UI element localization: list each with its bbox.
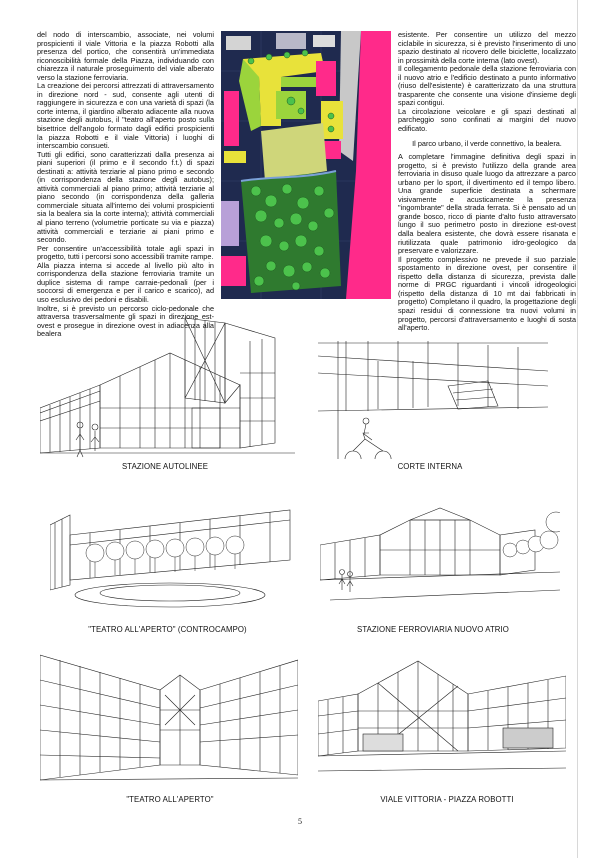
- caption-stazione-ferroviaria: STAZIONE FERROVIARIA NUOVO ATRIO: [357, 625, 509, 634]
- caption-corte-interna: CORTE INTERNA: [397, 462, 463, 471]
- right-text-column: [398, 31, 576, 333]
- section-heading: Il parco urbano, il verde connettivo, la bealera.: [412, 138, 562, 148]
- right-paragraph-5: Il progetto complessivo ne prevede il suo parziale spostamento in direzione ovest, per consentire il rispetto della distanza di sicurezza, prevista dalle norme di PRGC riguardanti i vincoli idrogeologici (rispetto della distanza di 10 mt dai fabbricati in progetto) Completano il quadro, la progettazione degli spazi residui di connessione tra nuovi volumi in progetto, percorsi d'attraversamento e luoghi di sosta all'aperto.: [398, 254, 576, 333]
- right-paragraph-4: A completare l'immagine definitiva degli spazi in progetto, si è previsto l'utilizzo della grande area ferroviaria in disuso quale luogo da attrezzare a parco urbano per lo sport, il divertimento ed il tempo libero. Una grande superficie destinata a schermare visivamente e acusticamente la presenza "ingombrante" della strada ferrata. Si è pensato ad un grande bosco, ricco di piante d'alto fusto attraversato lungo il suo perimetro posto in direzione est-ovest dalla bealera esistente, che dovrà essere risanata e riutilizzata quale patrimonio idro-geologico da preservare e valorizzare.: [398, 152, 576, 256]
- right-paragraph-3: La circolazione veicolare e gli spazi destinati al parcheggio sono confinati ai margini del nuovo edificato.: [398, 106, 576, 134]
- left-paragraph-5: Alla piazza interna si accede al livello più alto in corrispondenza della stazione ferroviaria tramite un duplice sistema di rampe carraie-pedonali (per i soccorsi di emergenza e per il carico e scarico), ad uso esclusivo dei pedoni e disabili.: [37, 260, 214, 304]
- figure-teatro: [40, 650, 298, 785]
- left-paragraph-1: del nodo di interscambio, associate, nei volumi prospicienti il viale Vittoria e la piazza Robotti alla presenza del portico, che consentirà un'immediata riconoscibilità formale della Piazza, individuando con chiarezza il naturale proseguimento del viale alberato verso la stazione ferroviaria.: [37, 30, 214, 82]
- figure-teatro-controcampo: [50, 505, 295, 610]
- figure-corte-interna: [318, 341, 548, 459]
- site-plan-render: [221, 31, 391, 299]
- left-text-column: [37, 31, 214, 339]
- page-number: 5: [298, 817, 302, 826]
- caption-viale-vittoria: VIALE VITTORIA - PIAZZA ROBOTTI: [380, 795, 514, 804]
- page-edge-line: [577, 0, 578, 858]
- site-plan-image: [221, 31, 391, 299]
- caption-teatro: "TEATRO ALL'APERTO": [126, 795, 214, 804]
- right-paragraph-1: esistente. Per consentire un utilizzo del mezzo ciclabile in sicurezza, si è previsto l'inserimento di uno spazio destinato al ricovero delle biciclette, localizzato in prossimità della corte interna (lato ovest).: [398, 30, 576, 65]
- caption-teatro-controcampo: "TEATRO ALL'APERTO" (CONTROCAMPO): [88, 625, 247, 634]
- left-paragraph-3: Tutti gli edifici, sono caratterizzati dalla presenza ai piani superiori (il primo e il secondo f.t.) di spazi destinati a: attività terziarie al piano primo e secondo (in corrispondenza della stazione degli autobus); attività commerciali al piano primo; attività terziarie al piano secondo (in corrispondenza della galleria commerciale situata all'interno dei volumi prospicienti sia la bealera sia la corte interna); attività commerciali al piano terreno (volumetrie porticate su via e piazza) attività commerciali e terziarie ai piani primo e secondo.: [37, 149, 214, 245]
- corte-interna-drawing: [318, 341, 548, 459]
- figure-stazione-autolinee: [40, 313, 295, 458]
- viale-vittoria-drawing: [318, 656, 566, 776]
- teatro-drawing: [40, 650, 298, 785]
- left-paragraph-6: Inoltre, si è previsto un percorso ciclo-pedonale che attraversa trasversalmente gli spazi in direzione est-ovest e prosegue in direzione ovest in adiacenza alla bealera: [37, 303, 214, 339]
- caption-stazione-autolinee: STAZIONE AUTOLINEE: [122, 462, 208, 471]
- left-paragraph-4: Per consentire un'accessibilità totale agli spazi in progetto, tutti i percorsi sono accessibili tramite rampe.: [37, 243, 214, 262]
- figure-viale-vittoria: [318, 656, 566, 776]
- teatro-controcampo-drawing: [50, 505, 295, 610]
- figure-stazione-ferroviaria: [320, 500, 560, 605]
- stazione-ferroviaria-drawing: [320, 500, 560, 605]
- stazione-autolinee-drawing: [40, 313, 295, 458]
- right-paragraph-2: Il collegamento pedonale della stazione ferroviaria con il nuovo atrio e l'edificio destinato a punto informativo (riuso dell'esistente) è caratterizzato da una struttura trasparente che consente una visione d'insieme degli spazi contigui.: [398, 64, 576, 108]
- left-paragraph-2: La creazione dei percorsi attrezzati di attraversamento in direzione nord - sud, consente agli utenti di raggiungere in sicurezza e con una varietà di spazi (la corte interna, il giardino alberato adiacente alla nuova stazione degli autobus, il "teatro all'aperto posto sulla bisettrice dell'angolo formato dagli edifici prospicienti la piazza Robotti e il viale Vittoria) i luoghi di interscambio consueti.: [37, 81, 214, 151]
